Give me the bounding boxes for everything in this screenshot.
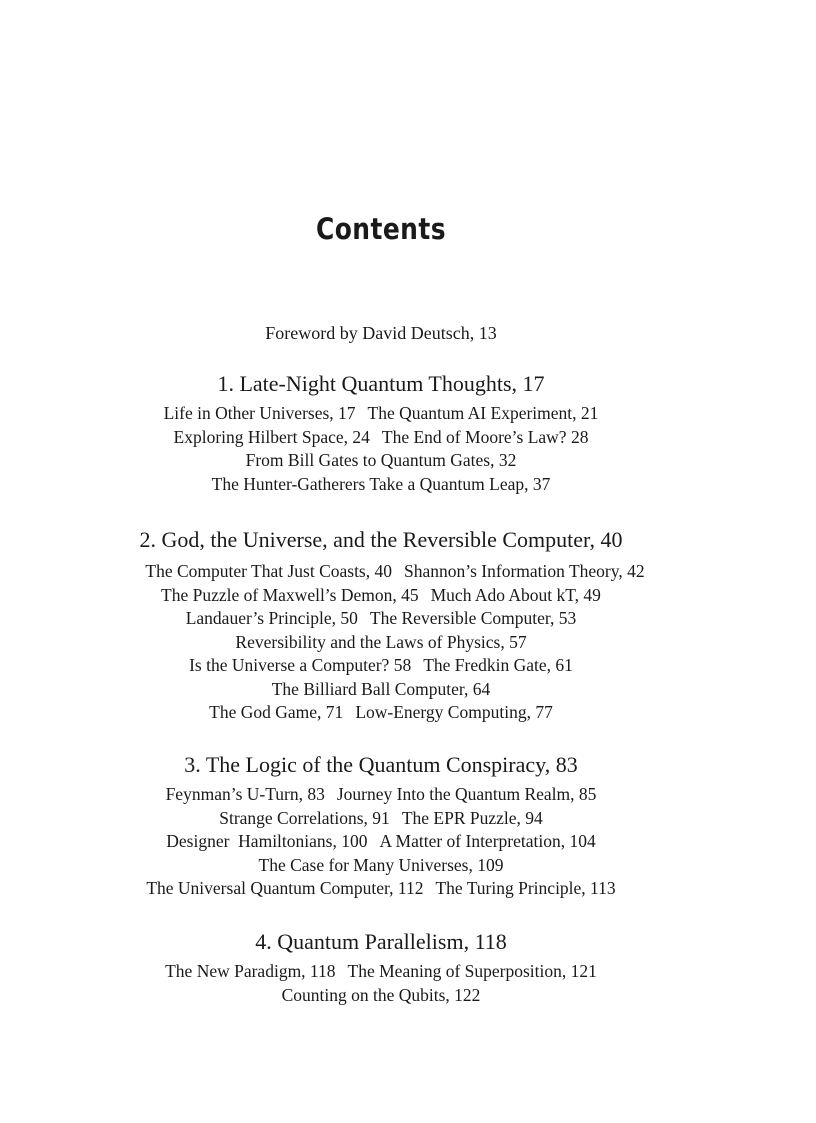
toc-entry: Life in Other Universes, 17	[163, 403, 356, 423]
toc-entry: Designer Hamiltonians, 100	[166, 831, 368, 851]
toc-entry: The Turing Principle, 113	[435, 878, 616, 898]
toc-entry: The Meaning of Superposition, 121	[347, 961, 597, 981]
toc-line	[0, 402, 762, 426]
toc-line	[0, 854, 762, 878]
toc-entry: Strange Correlations, 91	[219, 807, 390, 828]
toc-line	[0, 678, 762, 702]
chapter-heading: 1. Late-Night Quantum Thoughts, 17	[217, 371, 545, 396]
toc-line	[0, 631, 762, 655]
toc-line	[0, 830, 762, 854]
toc-line	[0, 960, 762, 984]
toc-line	[0, 426, 762, 450]
toc-line	[0, 783, 762, 807]
toc-line	[0, 584, 762, 608]
foreword-entry: Foreword by David Deutsch, 13	[265, 323, 497, 343]
toc-entry: The Hunter-Gatherers Take a Quantum Leap, 37	[211, 473, 551, 494]
toc-entry: The God Game, 71	[209, 702, 344, 722]
toc-entry: The Case for Many Universes, 109	[258, 854, 504, 875]
chapter-3-block	[0, 751, 762, 901]
toc-line	[0, 654, 762, 678]
toc-line	[0, 607, 762, 631]
toc-entry: The Quantum AI Experiment, 21	[367, 403, 599, 423]
toc-entry: The Reversible Computer, 53	[369, 608, 577, 628]
toc-entry: The Fredkin Gate, 61	[423, 655, 573, 675]
toc-entry: Exploring Hilbert Space, 24	[173, 426, 370, 447]
toc-entry: A Matter of Interpretation, 104	[379, 831, 596, 851]
toc-entry: The End of Moore’s Law? 28	[381, 426, 589, 447]
toc-line	[0, 560, 762, 584]
chapter-2-block	[0, 526, 762, 725]
toc-entry: The Billiard Ball Computer, 64	[271, 678, 491, 699]
page-title: Contents	[316, 212, 446, 246]
toc-line	[0, 984, 762, 1008]
toc-line	[0, 807, 762, 831]
toc-entry: The EPR Puzzle, 94	[401, 807, 543, 828]
chapter-heading: 2. God, the Universe, and the Reversible Computer, 40	[139, 527, 623, 552]
chapter-4-block	[0, 928, 762, 1007]
toc-entry: Journey Into the Quantum Realm, 85	[336, 784, 597, 804]
toc-entry: The Computer That Just Coasts, 40	[145, 561, 392, 581]
toc-entry: Counting on the Qubits, 122	[281, 984, 481, 1005]
toc-entry: Shannon’s Information Theory, 42	[404, 561, 645, 581]
toc-entry: Is the Universe a Computer? 58	[189, 655, 412, 675]
toc-entry: Low-Energy Computing, 77	[355, 702, 553, 722]
chapter-heading: 4. Quantum Parallelism, 118	[255, 929, 507, 954]
toc-entry: Much Ado About kT, 49	[430, 584, 601, 605]
toc-entry: The Puzzle of Maxwell’s Demon, 45	[161, 584, 419, 605]
chapter-heading: 3. The Logic of the Quantum Conspiracy, 83	[184, 752, 578, 777]
toc-line	[0, 701, 762, 725]
toc-entry: Feynman’s U-Turn, 83	[165, 784, 325, 804]
toc-entry: From Bill Gates to Quantum Gates, 32	[245, 450, 517, 470]
toc-line	[0, 877, 762, 901]
chapter-1-block	[0, 370, 762, 496]
toc-line	[0, 473, 762, 497]
toc-entry: Landauer’s Principle, 50	[185, 608, 358, 628]
toc-entry: The New Paradigm, 118	[165, 961, 336, 981]
toc-line	[0, 449, 762, 473]
toc-entry: The Universal Quantum Computer, 112	[146, 878, 424, 898]
toc-entry: Reversibility and the Laws of Physics, 57	[235, 631, 527, 652]
